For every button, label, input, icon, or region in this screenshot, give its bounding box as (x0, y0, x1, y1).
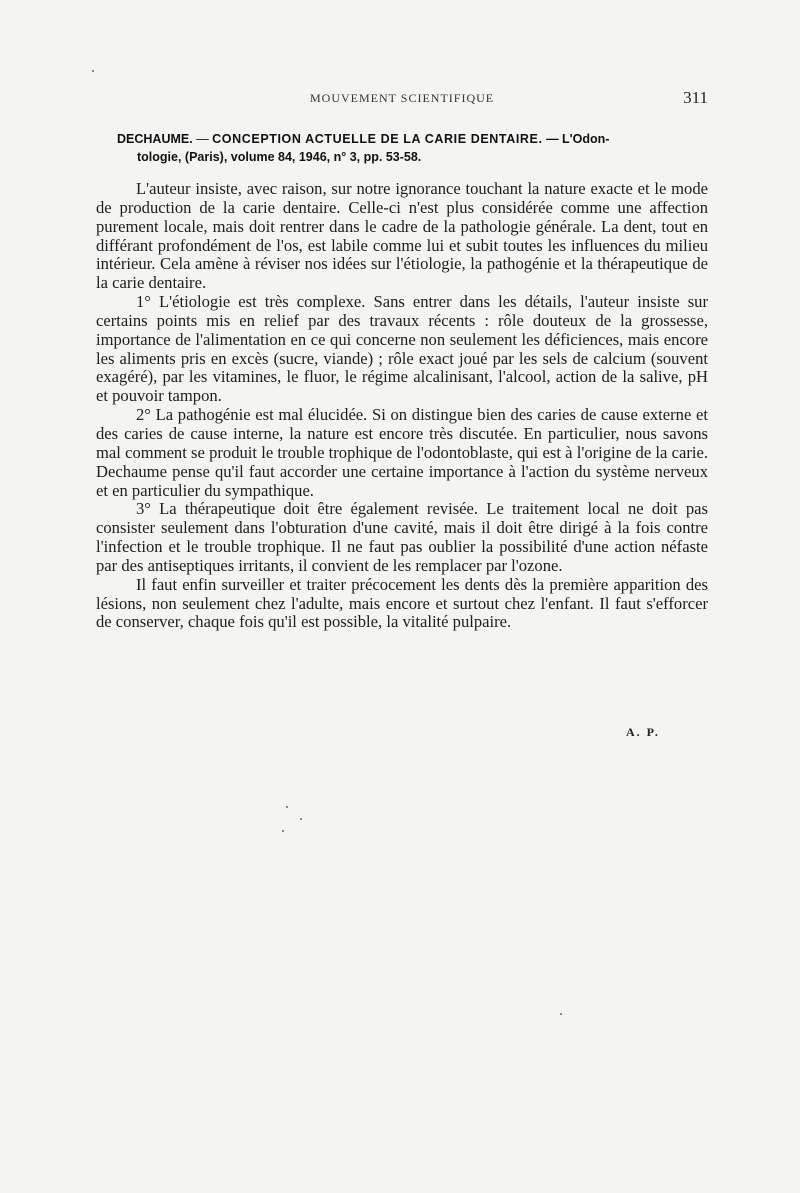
reference-line-1 (117, 130, 717, 148)
paper-speck (92, 70, 94, 72)
paper-speck (286, 806, 288, 808)
bibliographic-reference (117, 130, 717, 166)
paper-speck (300, 818, 302, 820)
reference-dash: — (196, 132, 209, 146)
reference-journal: — L'Odon- (546, 132, 610, 146)
page-number: 311 (683, 88, 708, 107)
reviewer-initials: A. P. (626, 725, 660, 739)
paper-speck (560, 1013, 562, 1015)
paragraph-etiology: 1° L'étiologie est très complexe. Sans entrer dans les détails, l'auteur insiste sur certains points mis en relief par des travaux récents : rôle douteux de la grossesse, importance de l'alimentation en ce qui concerne non seulement les déficiences, mais encore les aliments pris en excès (sucre, viande) ; rôle exact joué par les sels de calcium (souvent exagéré), par les vitamines, le fluor, le régime alcalinisant, l'alcool, action de la salive, pH et pouvoir tampon. (96, 292, 708, 406)
reference-author: DECHAUME. (117, 132, 193, 146)
paragraph-therapeutics: 3° La thérapeutique doit être également revisée. Le traitement local ne doit pas consister seulement dans l'obturation d'une cavité, mais il doit être dirigé à la fois contre l'infection et le trouble trophique. Il ne faut pas oublier la possibilité d'une action néfaste par des antiseptiques irritants, il convient de les remplacer par l'ozone. (96, 499, 708, 575)
running-head: MOUVEMENT SCIENTIFIQUE (310, 91, 495, 105)
paragraph-intro: L'auteur insiste, avec raison, sur notre ignorance touchant la nature exacte et le mode de production de la carie dentaire. Celle-ci n'est plus considérée comme une affection purement locale, mais doit rentrer dans le cadre de la pathologie générale. La dent, tout en différant profondément de l'os, est labile comme lui et subit toutes les influences du milieu intérieur. Cela amène à réviser nos idées sur l'étiologie, la pathogénie et la thérapeutique de la carie dentaire. (96, 179, 708, 293)
review-body (96, 180, 708, 632)
reference-title: CONCEPTION ACTUELLE DE LA CARIE DENTAIRE. (212, 132, 543, 146)
paper-speck (282, 830, 284, 832)
paragraph-conclusion: Il faut enfin surveiller et traiter précocement les dents dès la première apparition des lésions, non seulement chez l'adulte, mais encore et surtout chez l'enfant. Il faut s'efforcer de conserver, chaque fois qu'il est possible, la vitalité pulpaire. (96, 574, 708, 632)
paragraph-pathogeny: 2° La pathogénie est mal élucidée. Si on distingue bien des caries de cause externe et des caries de cause interne, la nature est encore très discutée. En particulier, nous savons mal comment se produit le trouble trophique de l'odontoblaste, qui est à l'origine de la carie. Dechaume pense qu'il faut accorder une certaine importance à l'action du système nerveux et en particulier du sympathique. (96, 405, 708, 500)
reference-line-2: tologie, (Paris), volume 84, 1946, n° 3, pp. 53-58. (137, 150, 422, 164)
